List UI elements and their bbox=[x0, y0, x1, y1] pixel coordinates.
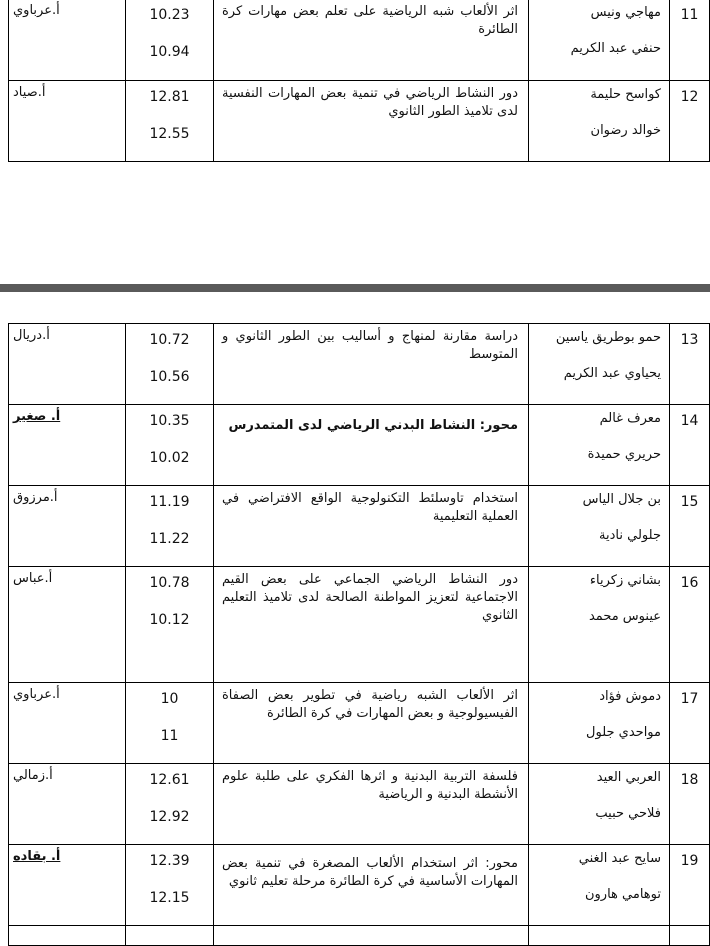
student-name: عينوس محمد bbox=[588, 609, 661, 624]
students-cell bbox=[529, 324, 670, 405]
grade: 11.19 bbox=[149, 494, 190, 510]
table-row-partial bbox=[9, 926, 710, 946]
row-number: 12 bbox=[670, 81, 710, 162]
table-row bbox=[9, 81, 710, 162]
student-name: العربي العيد bbox=[596, 770, 661, 785]
table-row bbox=[9, 845, 710, 926]
thesis-title: فلسفة التربية البدنية و اثرها الفكري على طلبة علوم الأنشطة البدنية و الرياضية bbox=[214, 764, 529, 845]
grades-cell bbox=[126, 81, 214, 162]
thesis-title: دراسة مقارنة لمنهاج و أساليب بين الطور الثانوي و المتوسط bbox=[214, 324, 529, 405]
student-name: يحياوي عبد الكريم bbox=[563, 366, 661, 381]
row-number: 15 bbox=[670, 486, 710, 567]
table-row bbox=[9, 567, 710, 683]
student-name: حمو بوطريق ياسين bbox=[555, 330, 661, 345]
grades-cell bbox=[126, 405, 214, 486]
thesis-table-page2 bbox=[8, 323, 710, 946]
thesis-title: اثر الألعاب الشبه رياضية في تطوير بعض الصفاة الفيسيولوجية و بعض المهارات في كرة الطائرة bbox=[214, 683, 529, 764]
row-number: 14 bbox=[670, 405, 710, 486]
thesis-title: محور: النشاط البدني الرياضي لدى المتمدرس bbox=[214, 405, 529, 486]
row-number: 18 bbox=[670, 764, 710, 845]
student-name: مهاجي ونيس bbox=[590, 5, 661, 20]
supervisor-name: أ.عباس bbox=[13, 571, 53, 586]
supervisor-name: أ.مرزوق bbox=[13, 490, 58, 505]
grades-cell bbox=[126, 0, 214, 81]
grades-cell bbox=[126, 486, 214, 567]
student-name: معرف غالم bbox=[599, 411, 661, 426]
thesis-table-page1 bbox=[8, 0, 710, 162]
grade: 10.23 bbox=[149, 7, 190, 23]
supervisor-name: أ.صياد bbox=[13, 85, 46, 100]
grade: 10.78 bbox=[149, 575, 190, 591]
grades-cell bbox=[126, 324, 214, 405]
supervisor-cell bbox=[9, 486, 126, 567]
supervisor-cell bbox=[9, 683, 126, 764]
table-row bbox=[9, 683, 710, 764]
student-name: سايح عبد الغني bbox=[578, 851, 661, 866]
grade: 10.56 bbox=[149, 369, 190, 385]
grade: 10.35 bbox=[149, 413, 190, 429]
students-cell bbox=[529, 486, 670, 567]
student-name: توهامي هارون bbox=[584, 887, 661, 902]
supervisor-cell bbox=[9, 845, 126, 926]
grade: 10.12 bbox=[149, 612, 190, 628]
supervisor-cell bbox=[9, 764, 126, 845]
grade: 12.81 bbox=[149, 89, 190, 105]
grades-cell bbox=[126, 764, 214, 845]
students-cell bbox=[529, 405, 670, 486]
student-name: بشاني زكرياء bbox=[589, 573, 661, 588]
student-name: كواسح حليمة bbox=[590, 87, 661, 102]
supervisor-name: أ.عرباوي bbox=[13, 687, 60, 702]
students-cell bbox=[529, 567, 670, 683]
supervisor-cell bbox=[9, 324, 126, 405]
table-row bbox=[9, 486, 710, 567]
supervisor-cell bbox=[9, 567, 126, 683]
row-number: 19 bbox=[670, 845, 710, 926]
grade: 10 bbox=[160, 691, 179, 707]
row-number: 17 bbox=[670, 683, 710, 764]
grade: 10.72 bbox=[149, 332, 190, 348]
grade: 12.61 bbox=[149, 772, 190, 788]
student-name: حريري حميدة bbox=[587, 447, 661, 462]
thesis-title: محور: اثر استخدام الألعاب المصغرة في تنمية بعض المهارات الأساسية في كرة الطائرة مرحلة تعليم ثانوي bbox=[214, 845, 529, 926]
supervisor-cell bbox=[9, 0, 126, 81]
student-name: بن جلال الياس bbox=[582, 492, 661, 507]
grade: 10.02 bbox=[149, 450, 190, 466]
grade: 12.92 bbox=[149, 809, 190, 825]
table-row bbox=[9, 405, 710, 486]
grades-cell bbox=[126, 845, 214, 926]
grade: 10.94 bbox=[149, 44, 190, 60]
student-name: فلاحي حبيب bbox=[595, 806, 661, 821]
student-name: خوالد رضوان bbox=[590, 123, 661, 138]
thesis-title: اثر الألعاب شبه الرياضية على تعلم بعض مهارات كرة الطائرة bbox=[214, 0, 529, 81]
row-number: 11 bbox=[670, 0, 710, 81]
students-cell bbox=[529, 683, 670, 764]
table-row bbox=[9, 324, 710, 405]
student-name: مواحدي جلول bbox=[586, 725, 661, 740]
supervisor-name: أ.عرباوي bbox=[13, 3, 60, 18]
thesis-title: دور النشاط الرياضي الجماعي على بعض القيم الاجتماعية لتعزيز المواطنة الصالحة لدى تلاميذ التعليم الثانوي bbox=[214, 567, 529, 683]
grade: 12.55 bbox=[149, 126, 190, 142]
page-separator bbox=[0, 284, 710, 292]
students-cell bbox=[529, 764, 670, 845]
student-name: حنفي عبد الكريم bbox=[570, 41, 661, 56]
grade: 11 bbox=[160, 728, 179, 744]
grades-cell bbox=[126, 683, 214, 764]
supervisor-name: أ. صغير bbox=[13, 409, 61, 424]
grade: 12.15 bbox=[149, 890, 190, 906]
students-cell bbox=[529, 845, 670, 926]
students-cell bbox=[529, 81, 670, 162]
supervisor-name: أ. بقاده bbox=[13, 849, 61, 864]
row-number: 13 bbox=[670, 324, 710, 405]
table-row bbox=[9, 0, 710, 81]
students-cell bbox=[529, 0, 670, 81]
grade: 12.39 bbox=[149, 853, 190, 869]
grade: 11.22 bbox=[149, 531, 190, 547]
table-row bbox=[9, 764, 710, 845]
supervisor-cell bbox=[9, 405, 126, 486]
supervisor-name: أ.دريال bbox=[13, 328, 50, 343]
row-number: 16 bbox=[670, 567, 710, 683]
supervisor-name: أ.زمالي bbox=[13, 768, 53, 783]
thesis-title: دور النشاط الرياضي في تنمية بعض المهارات النفسية لدى تلاميذ الطور الثانوي bbox=[214, 81, 529, 162]
student-name: دموش فؤاد bbox=[599, 689, 661, 704]
grades-cell bbox=[126, 567, 214, 683]
supervisor-cell bbox=[9, 81, 126, 162]
thesis-title: استخدام تاوسلئط التكنولوجية الواقع الافتراضي في العملية التعليمية bbox=[214, 486, 529, 567]
student-name: جلولي نادية bbox=[599, 528, 661, 543]
